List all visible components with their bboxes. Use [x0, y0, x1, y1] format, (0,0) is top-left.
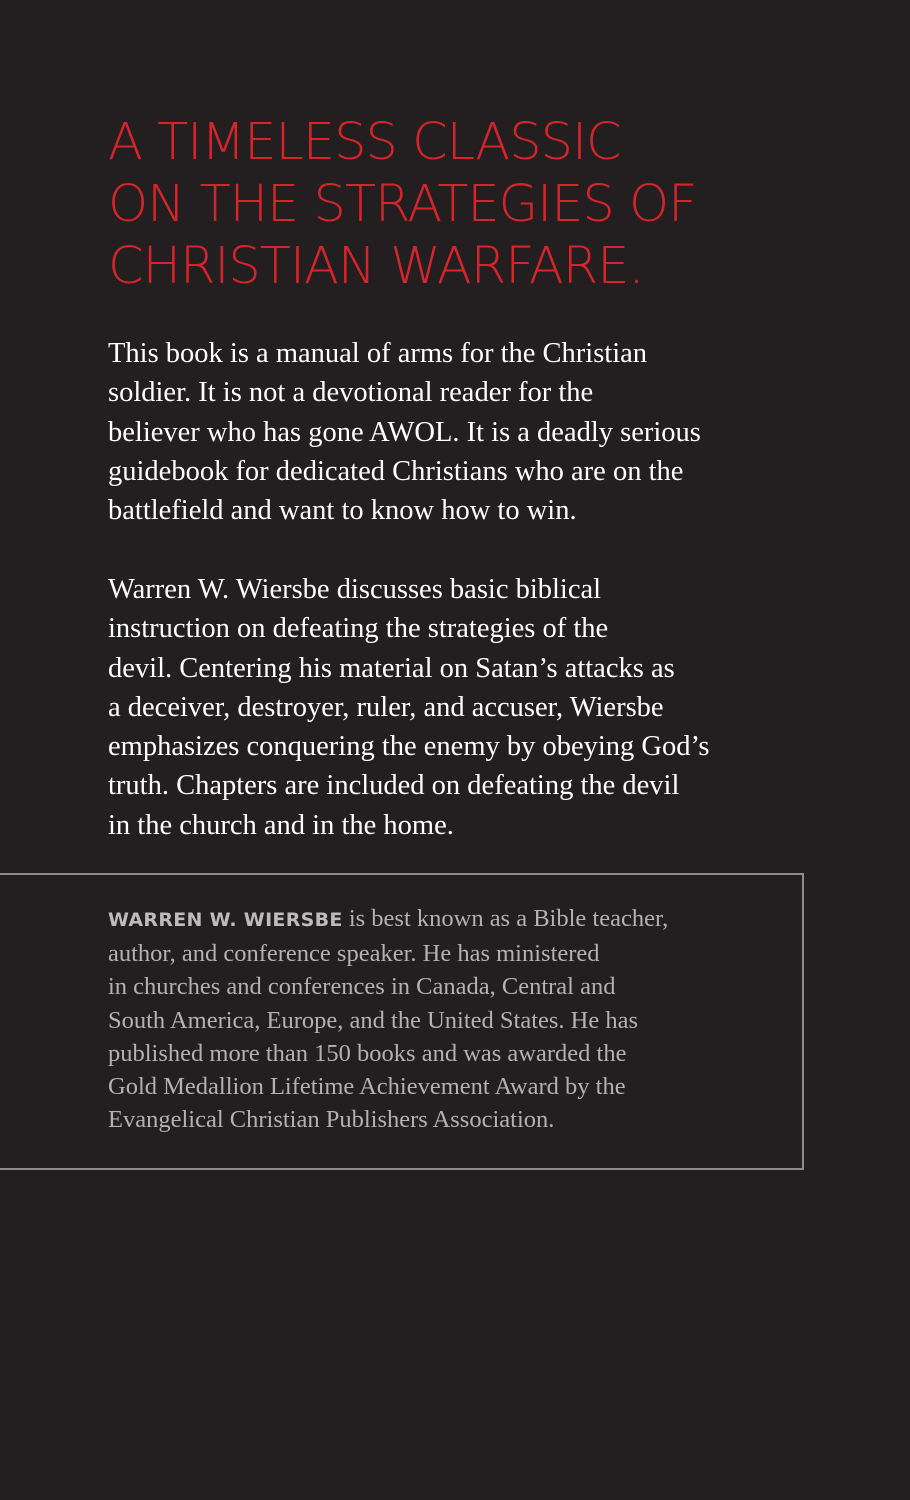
description-paragraph-2	[108, 570, 808, 845]
bio-line: Gold Medallion Lifetime Achievement Award by the	[108, 1073, 626, 1101]
bio-line: Evangelical Christian Publishers Association.	[108, 1106, 555, 1134]
paragraph-line: soldier. It is not a devotional reader for the	[108, 377, 594, 409]
author-bio	[108, 902, 768, 1136]
paragraph-line: This book is a manual of arms for the Christian	[108, 338, 648, 369]
description-paragraph-1	[108, 334, 808, 530]
bio-line: published more than 150 books and was awarded the	[108, 1039, 627, 1067]
bio-line	[108, 902, 768, 937]
headline-line: A TIMELESS CLASSIC	[108, 113, 621, 172]
paragraph-line: a deceiver, destroyer, ruler, and accuser, Wiersbe	[108, 691, 664, 723]
paragraph-line: instruction on defeating the strategies of the	[108, 613, 609, 645]
headline	[108, 112, 828, 298]
author-name: WARREN W. WIERSBE	[108, 909, 343, 931]
bio-line-text: is best known as a Bible teacher,	[342, 905, 669, 932]
paragraph-line: believer who has gone AWOL. It is a deadly serious	[108, 416, 701, 448]
paragraph-line: battlefield and want to know how to win.	[108, 495, 577, 527]
paragraph-line: devil. Centering his material on Satan’s attacks as	[108, 652, 675, 684]
paragraph-line: in the church and in the home.	[108, 809, 454, 841]
bio-line: South America, Europe, and the United States. He has	[108, 1006, 639, 1034]
bio-line: author, and conference speaker. He has ministered	[108, 940, 600, 968]
paragraph-line: guidebook for dedicated Christians who are on the	[108, 455, 684, 487]
bio-line: in churches and conferences in Canada, Central and	[108, 973, 616, 1001]
paragraph-line: Warren W. Wiersbe discusses basic biblical	[108, 574, 602, 605]
headline-line: CHRISTIAN WARFARE.	[108, 237, 644, 296]
paragraph-line: truth. Chapters are included on defeating the devil	[108, 770, 680, 802]
headline-line: ON THE STRATEGIES OF	[108, 175, 697, 234]
paragraph-line: emphasizes conquering the enemy by obeying God’s	[108, 731, 710, 763]
